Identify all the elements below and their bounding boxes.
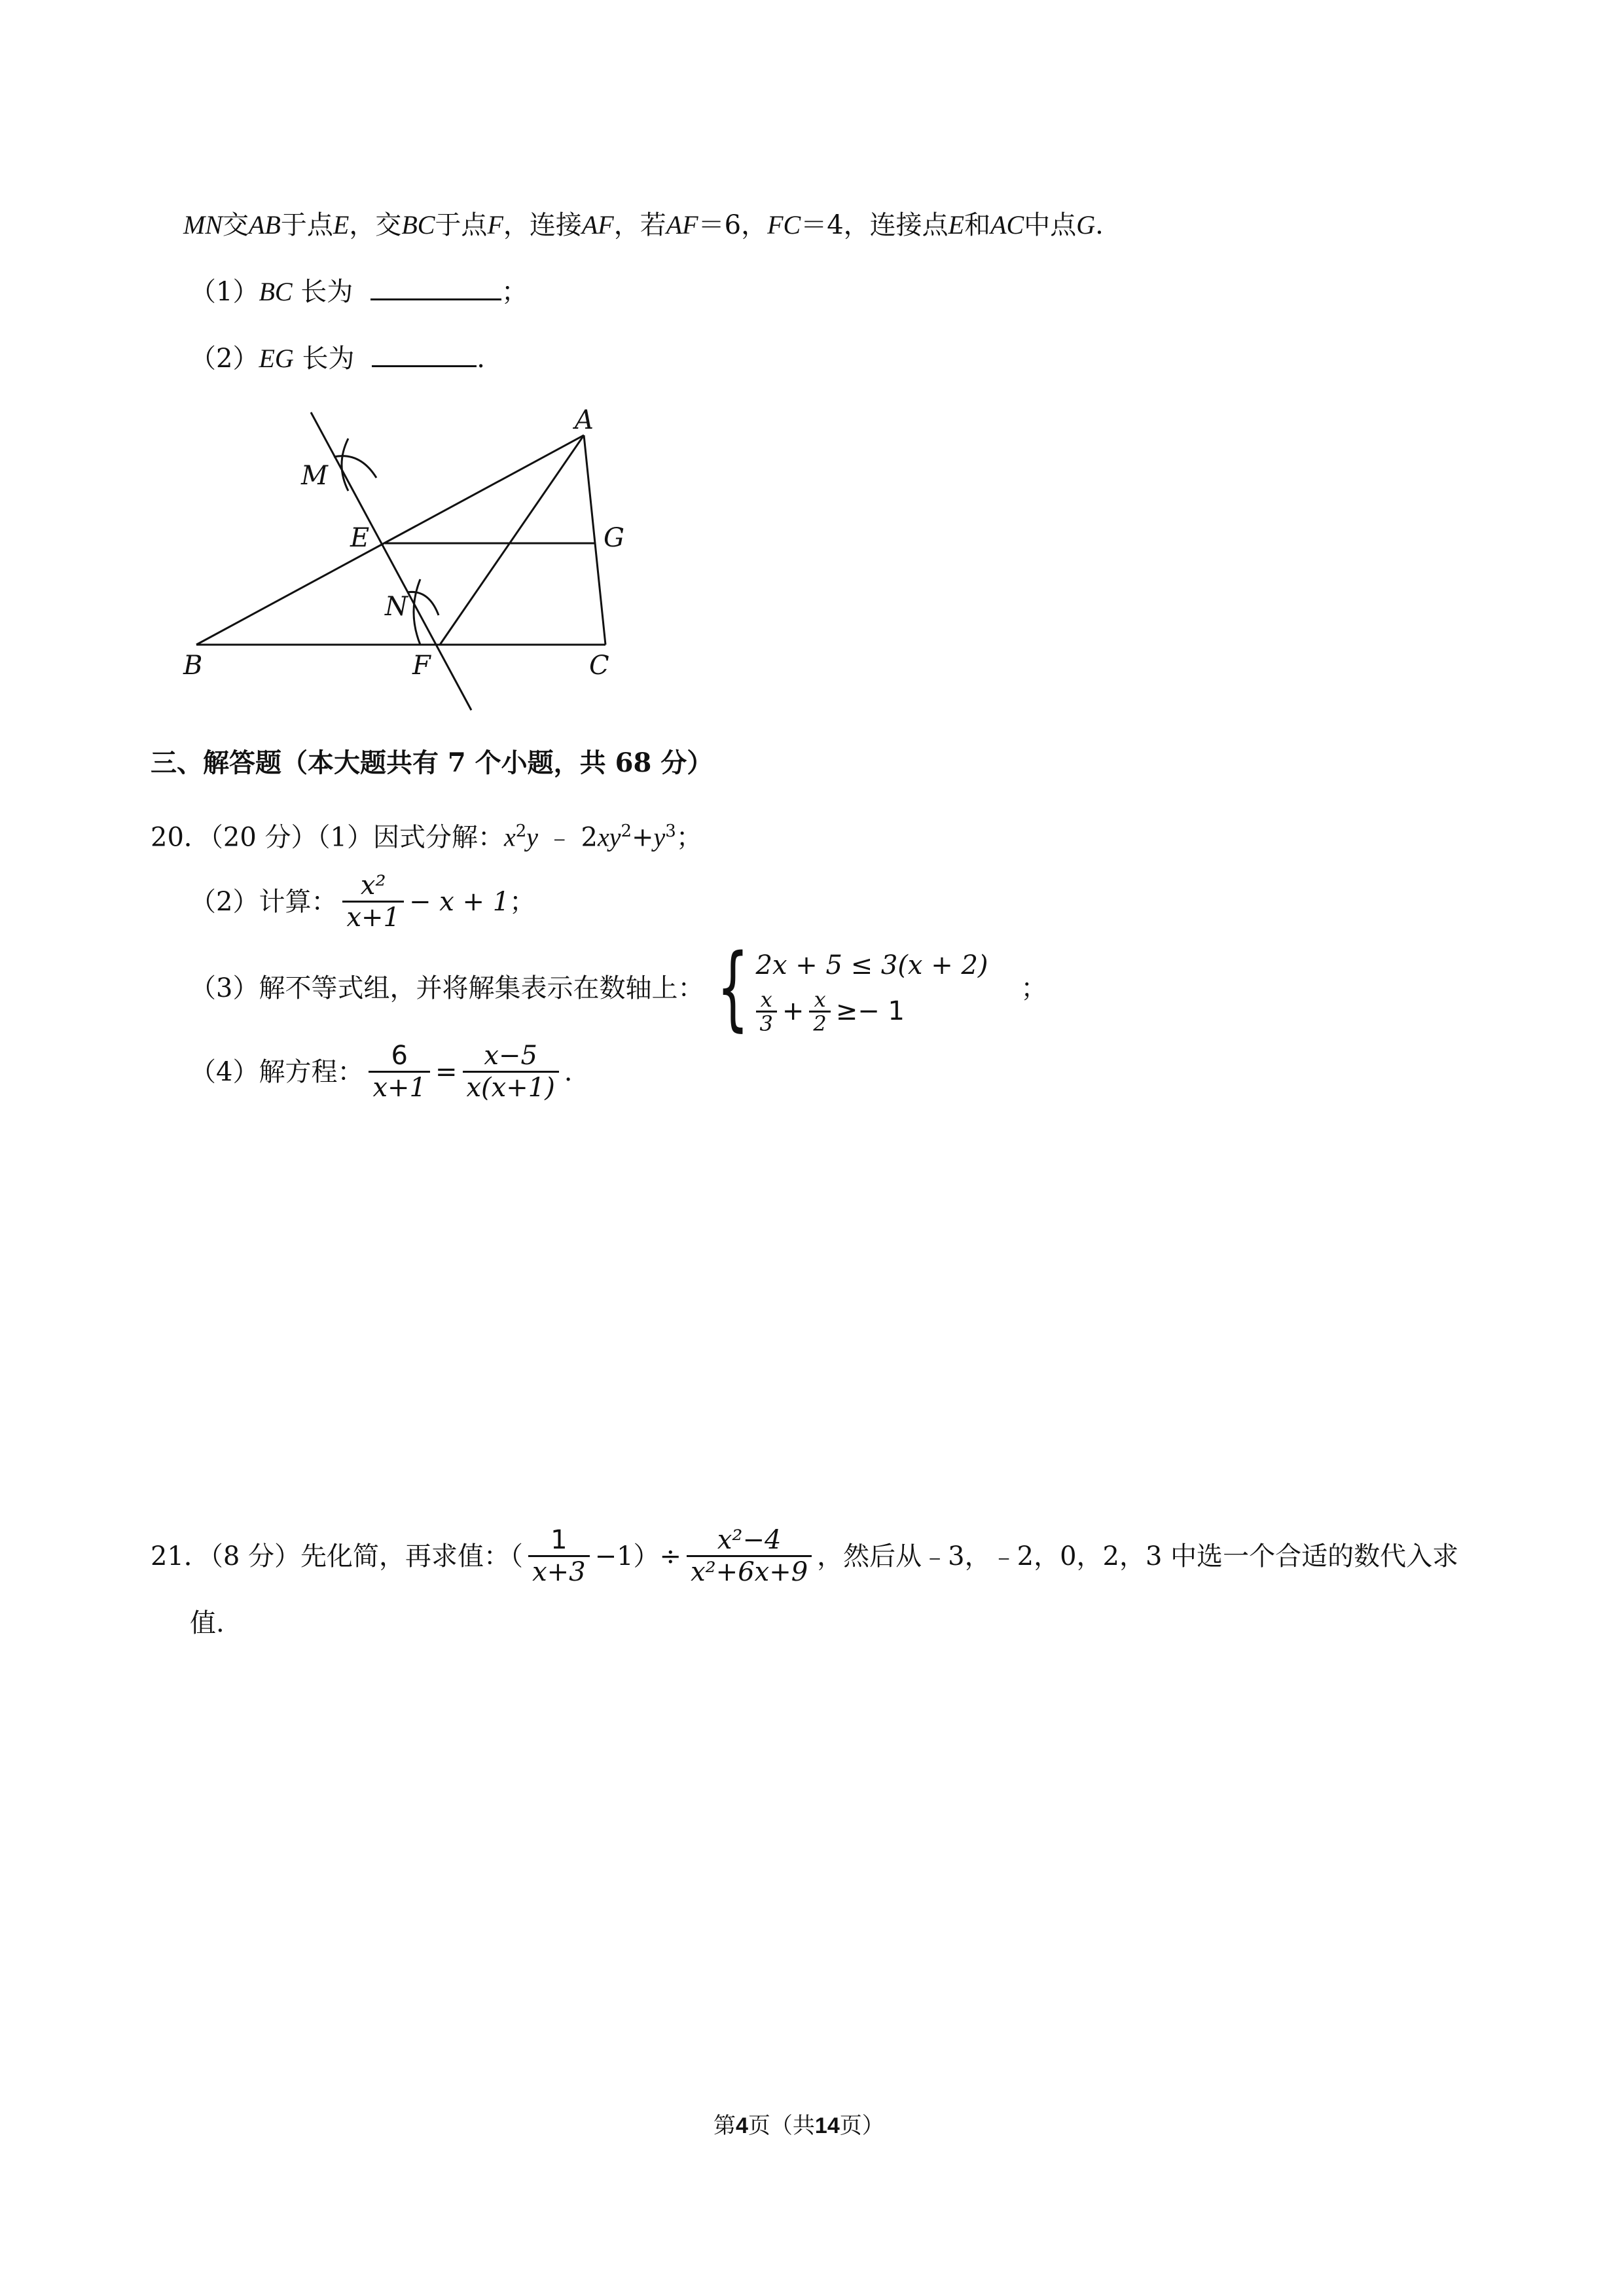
geometry-figure (177, 393, 674, 720)
label-E: E (350, 523, 370, 553)
q21-line1 (151, 1525, 1458, 1587)
fraction-denominator: x+3 (528, 1555, 590, 1587)
expr-term: ﹣ 2 (538, 822, 598, 853)
text-run: ，若 (613, 210, 666, 240)
fraction (809, 988, 830, 1035)
page-footer (713, 2111, 884, 2140)
text-run: 于点 (280, 210, 333, 240)
text-run: ＝4，连接点 (801, 210, 948, 240)
text-run: AF (666, 210, 698, 240)
sub-prefix: （3）解不等式组，并将解集表示在数轴上： (190, 973, 704, 1003)
footer-mid: 页（共 (748, 2113, 815, 2139)
sub-suffix: 长为 (302, 344, 355, 374)
fraction-denominator: x(x+1) (463, 1071, 559, 1103)
inequality-row-1: 2x + 5 ≤ 3(x + 2) (755, 950, 988, 980)
expr-rest: − x + 1 (408, 886, 510, 917)
q19-sub1 (190, 275, 528, 309)
label-B: B (183, 651, 203, 681)
fraction (342, 870, 404, 933)
sub-prefix: （2） (190, 344, 259, 374)
fraction-denominator: x+1 (342, 901, 404, 933)
answer-blank[interactable] (372, 342, 477, 367)
fraction (369, 1041, 430, 1103)
text-run: 交 (223, 210, 249, 240)
text-run: 中点 (1024, 210, 1077, 240)
segment-AC (584, 435, 605, 645)
expr-term: y (526, 822, 539, 852)
sub-var: BC (259, 277, 293, 306)
operator: = (435, 1056, 458, 1087)
text-run: ，交 (349, 210, 402, 240)
q20-sub2 (190, 870, 535, 933)
sub-end: ； (509, 886, 536, 917)
text-run: G (1076, 210, 1096, 240)
brace-icon: { (717, 935, 749, 1041)
label-M: M (301, 461, 328, 491)
expr-exp: 2 (515, 821, 527, 841)
label-A: A (575, 405, 594, 435)
fraction-denominator: 3 (756, 1011, 777, 1035)
q19-sub2 (190, 342, 485, 376)
q21-line2: 值. (190, 1608, 225, 1638)
inequality-rest: ≥− 1 (835, 996, 905, 1026)
text-run: 于点 (435, 210, 488, 240)
inequality-system (704, 935, 988, 1041)
text-run: F (487, 210, 503, 240)
fraction-numerator: x (814, 986, 826, 1012)
sub-var: EG (259, 344, 294, 373)
text-run: AB (249, 210, 281, 240)
expr-term: + (632, 822, 654, 853)
q20-head (151, 814, 702, 854)
page-total: 14 (814, 2113, 840, 2138)
fraction-numerator: 6 (391, 1041, 408, 1071)
expr-exp: 3 (665, 821, 676, 841)
fraction (687, 1525, 812, 1587)
construction-arc-M1 (342, 439, 348, 491)
q20-sub3 (190, 935, 1047, 1041)
fraction-denominator: x+1 (369, 1071, 430, 1103)
label-G: G (604, 523, 624, 553)
fraction-numerator: x²−4 (717, 1525, 782, 1555)
expr-term: y (653, 822, 666, 852)
fraction (463, 1041, 559, 1103)
expr-term: xy (597, 822, 621, 852)
fraction-numerator: x−5 (484, 1041, 537, 1071)
segment-AF (440, 435, 584, 645)
text-run: FC (767, 210, 801, 240)
sub-end: ； (1020, 973, 1047, 1003)
label-C: C (589, 651, 609, 681)
q20-title: 20．（20 分）（1）因式分解： (151, 822, 504, 853)
fraction-numerator: x² (360, 870, 386, 901)
fraction-denominator: 2 (809, 1011, 830, 1035)
inequality-row-2 (756, 988, 988, 1034)
operator: + (782, 996, 804, 1026)
sub-prefix: （1） (190, 277, 259, 307)
sub-end: . (564, 1056, 573, 1087)
q21-head: 21．（8 分）先化简，再求值：（ (151, 1541, 524, 1571)
fraction (756, 988, 777, 1035)
text-run: AF (581, 210, 614, 240)
expr-end: ； (676, 822, 702, 853)
q21-tail: ，然后从﹣3，﹣2，0，2，3 中选一个合适的数代入求 (817, 1541, 1459, 1571)
construction-arc-N2 (407, 592, 439, 615)
text-run: . (1095, 210, 1104, 240)
page-number: 4 (736, 2113, 748, 2138)
fraction-denominator: x²+6x+9 (687, 1555, 812, 1587)
text-run: AC (990, 210, 1024, 240)
text-run: BC (401, 210, 435, 240)
fraction-numerator: x (760, 986, 772, 1012)
section-heading: 三、解答题（本大题共有 7 个小题，共 68 分） (151, 747, 713, 778)
answer-blank[interactable] (370, 275, 501, 300)
fraction-numerator: 1 (550, 1525, 568, 1555)
text-run: E (333, 210, 350, 240)
text-run: ＝6， (698, 210, 768, 240)
q21-operator: −1）÷ (594, 1541, 682, 1571)
sub-end: ； (501, 277, 528, 307)
q20-sub4 (190, 1041, 573, 1103)
sub-end: . (477, 344, 485, 374)
footer-post: 页） (839, 2113, 884, 2139)
sub-suffix: 长为 (300, 277, 353, 307)
sub-prefix: （2）计算： (190, 886, 338, 917)
text-run: ，连接 (503, 210, 582, 240)
expr-exp: 2 (621, 821, 632, 841)
system-rows (756, 942, 988, 1034)
sub-prefix: （4）解方程： (190, 1056, 364, 1087)
q19-continuation-line (183, 208, 1104, 242)
expr-term: x (503, 822, 516, 852)
footer-pre: 第 (713, 2113, 736, 2139)
label-F: F (412, 651, 431, 681)
text-run: MN (183, 210, 223, 240)
label-N: N (385, 592, 408, 622)
text-run: 和 (964, 210, 991, 240)
text-run: E (948, 210, 965, 240)
fraction (528, 1525, 590, 1587)
